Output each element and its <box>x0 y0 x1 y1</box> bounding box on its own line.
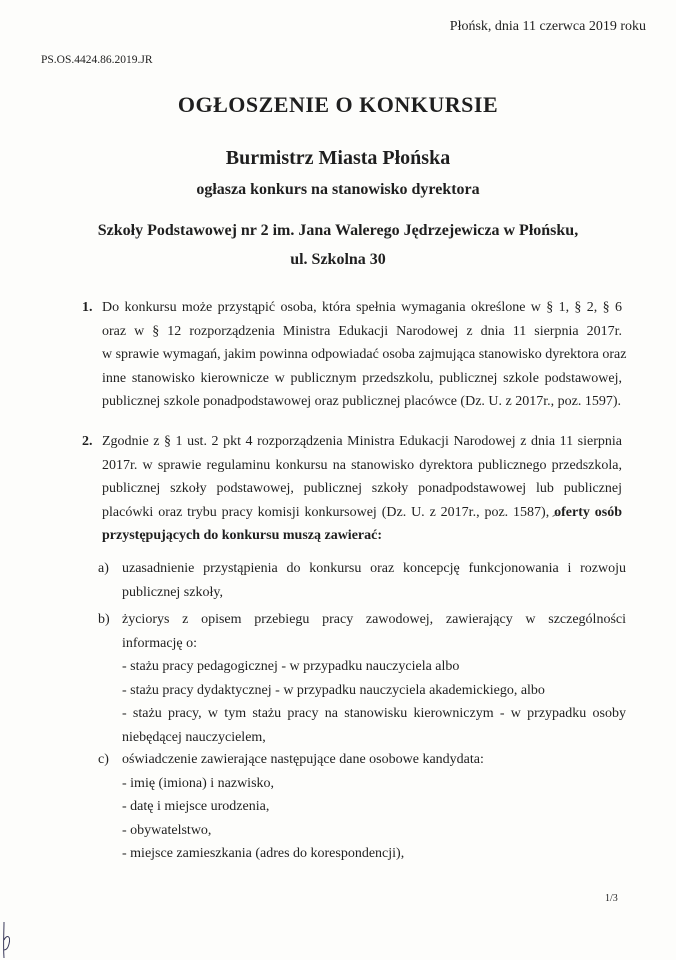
announce-line: ogłasza konkurs na stanowisko dyrektora <box>196 181 480 198</box>
item-2-line-4-text: placówki oraz trybu pracy komisji konkursowej (Dz. U. z 2017r., poz. 1587), <box>102 504 550 520</box>
sub-c-line: - imię (imiona) i nazwisko, <box>122 775 275 791</box>
document-date: Płońsk, dnia 11 czerwca 2019 roku <box>449 19 646 34</box>
sub-item-c <box>98 748 626 866</box>
sub-c-line: oświadczenie zawierające następujące dane osobowe kandydata: <box>122 752 484 767</box>
school-address: ul. Szkolna 30 <box>290 251 386 268</box>
item-1-line: Do konkursu może przystąpić osoba, która spełnia wymagania określone w § 1, § 2, § 6 <box>102 300 622 315</box>
item-1-line: inne stanowisko kierownicze w publicznym przedszkolu, publicznej szkole podstawowej, <box>102 370 622 386</box>
item-number: 1. <box>82 300 93 315</box>
sub-b-line: - stażu pracy, w tym stażu pracy na stanowisku kierowniczym - w przypadku osoby <box>122 706 626 721</box>
sub-c-line: - datę i miejsce urodzenia, <box>122 799 270 814</box>
item-number: 2. <box>82 434 93 449</box>
item-1-line: oraz w § 12 rozporządzenia Ministra Edukacji Narodowej z dnia 11 sierpnia 2017r. <box>102 323 622 339</box>
sub-c-line: - miejsce zamieszkania (adres do korespondencji), <box>122 846 405 861</box>
sub-a-line: publicznej szkoły, <box>122 584 223 600</box>
document-title: OGŁOSZENIE O KONKURSIE <box>177 92 499 117</box>
item-2-bold-text: oferty osób <box>554 504 622 520</box>
sub-b-line: niebędącej nauczycielem, <box>122 729 266 745</box>
sub-a-line: uzasadnienie przystąpienia do konkursu oraz koncepcję funkcjonowania i rozwoju <box>122 561 626 576</box>
sub-letter: a) <box>98 561 109 576</box>
school-name: Szkoły Podstawowej nr 2 im. Jana Walerego Jędrzejewicza w Płońsku, <box>97 222 579 239</box>
sub-item-a <box>98 557 626 604</box>
page-number: 1/3 <box>605 893 618 904</box>
list-item-2 <box>82 430 622 548</box>
sub-item-b <box>98 608 626 749</box>
item-2-line-4 <box>102 501 622 525</box>
list-item-1 <box>82 296 627 414</box>
item-2-line: 2017r. w sprawie regulaminu konkursu na stanowisko dyrektora publicznego przedszkola, <box>102 457 622 473</box>
sub-letter: c) <box>98 752 109 767</box>
item-2-line: publicznej szkoły podstawowej, publicznej szkoły ponadpodstawowej lub publicznej <box>102 481 622 496</box>
sub-letter: b) <box>98 612 110 627</box>
issuer-line: Burmistrz Miasta Płońska <box>225 147 451 169</box>
sub-b-line: informację o: <box>122 635 198 651</box>
sub-b-line: życiorys z opisem przebiegu pracy zawodowej, zawierający w szczególności <box>122 612 626 627</box>
reference-number: PS.OS.4424.86.2019.JR <box>41 54 153 66</box>
item-1-line: w sprawie wymagań, jakim powinna odpowiadać osoba zajmująca stanowisko dyrektora oraz <box>102 347 627 362</box>
item-2-line: Zgodnie z § 1 ust. 2 pkt 4 rozporządzenia Ministra Edukacji Narodowej z dnia 11 sierpnia <box>102 434 622 449</box>
sub-b-line: - stażu pracy dydaktycznej - w przypadku nauczyciela akademickiego, albo <box>122 682 545 698</box>
sub-c-line: - obywatelstwo, <box>122 822 212 838</box>
item-2-bold-line: przystępujących do konkursu muszą zawierać: <box>102 528 382 543</box>
handwritten-initial <box>0 920 14 960</box>
pen-mark <box>552 513 558 517</box>
item-1-line: publicznej szkole ponadpodstawowej oraz publicznej placówce (Dz. U. z 2017r., poz. 1597). <box>102 394 621 409</box>
sub-b-line: - stażu pracy pedagogicznej - w przypadku nauczyciela albo <box>122 659 460 674</box>
